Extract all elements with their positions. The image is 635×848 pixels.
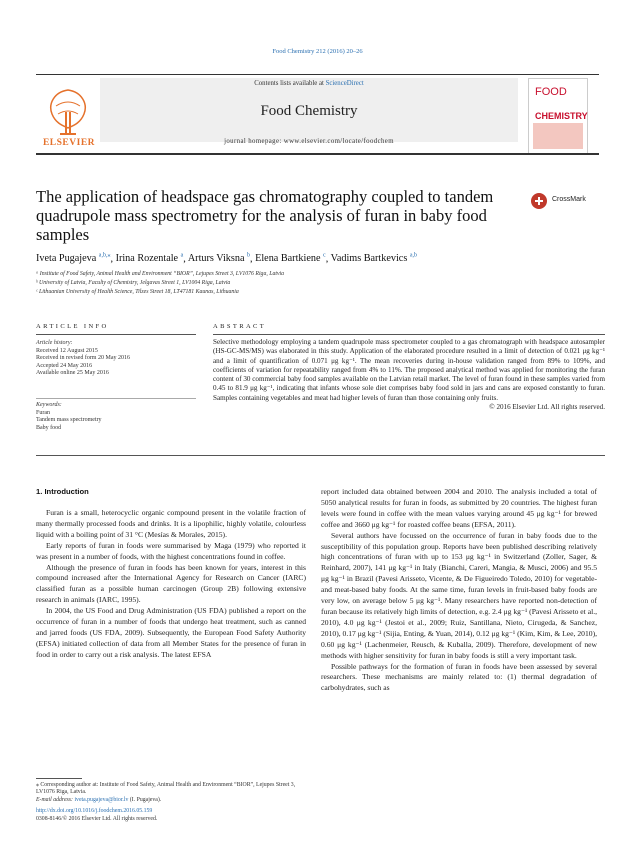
article-title: The application of headspace gas chromatography coupled to tandem quadrupole mass spectrometry for the analysis of furan in baby food samples (36, 187, 494, 244)
author-sup: c (323, 253, 326, 259)
author[interactable] (331, 253, 417, 264)
affiliation: ᵇ University of Latvia, Faculty of Chemistry, Jelgavas Street 1, LV1004 Riga, Latvia (36, 280, 231, 286)
doi-link[interactable]: http://dx.doi.org/10.1016/j.foodchem.2016.05.159 (36, 808, 153, 814)
keyword: Tandem mass spectrometry (36, 417, 102, 424)
article-history (36, 340, 196, 378)
issn-line: 0308-8146/© 2016 Elsevier Ltd. All rights reserved. (36, 815, 158, 822)
keywords (36, 402, 196, 432)
author-name: Iveta Pugajeva (36, 253, 97, 265)
contents-prefix: Contents lists available at (254, 80, 326, 87)
info-divider (36, 398, 196, 399)
body-paragraph: report included data obtained between 2004 and 2010. The analysis included a total of 5050 analytical results for furan in foods, as submitted by 20 countries. The highest furan levels were found in coffee with the mean values varying around 45 μg kg⁻¹ for brewed coffee and 3660 μg kg⁻¹ for roasted coffee beans (EFSA, 2011). (321, 487, 597, 529)
footnote-rule (36, 778, 82, 779)
keywords-label: Keywords: (36, 402, 62, 408)
journal-name: Food Chemistry (260, 103, 358, 119)
email-label: E-mail address: (36, 796, 75, 803)
body-left-column (36, 508, 306, 661)
journal-citation[interactable]: Food Chemistry 212 (2016) 20–26 (272, 48, 363, 55)
author[interactable] (36, 253, 110, 264)
author-list: Iveta Pugajeva $^{a,b,⁎}$, Irina Rozentale $^a$, Arturs Viksna $^b$, Elena Bartkiene $^c$, Vadims Bartkevics $^{a,b}$ (36, 253, 418, 265)
author-name: Arturs Viksna (187, 253, 245, 265)
author[interactable] (255, 253, 326, 264)
author-name: Irina Rozentale (115, 253, 179, 265)
history-item: Received in revised form 20 May 2016 (36, 355, 130, 362)
author[interactable] (116, 253, 184, 264)
history-label: Article history: (36, 340, 73, 346)
corresponding-author-note (36, 782, 306, 804)
cover-title-food: FOOD (535, 86, 567, 98)
publication-info (36, 808, 306, 823)
section-heading-introduction: 1. Introduction (36, 487, 89, 496)
body-paragraph: Although the presence of furan in foods has been known for years, interest in this compound increased after the International Agency for Research on Cancer (IARC) classified furan as a possible human carcinogen (Group 2B) following extensive research in animals (IARC, 1995). (36, 562, 306, 605)
journal-cover-thumbnail[interactable] (528, 78, 588, 154)
email-link[interactable]: iveta.pugajeva@bior.lv (74, 796, 129, 803)
abstract-text: Selective methodology employing a tandem quadrupole mass spectrometer coupled to a gas chromatograph with headspace autosampler (HS-GC-MS/MS) was elaborated in this study. Application of the elaborated procedure resulted in a limit of detection of 0.021 μg kg⁻¹ and a limit of quantification of 0.071 μg kg⁻¹. The mean recoveries during in-house validation ranged from 89% to 109%, and coefficients of variation for repeatability ranged from 4% to 11%. The proposed analytical method was applied for monitoring the furan content of 30 commercial baby food samples available on the Latvian retail market. The level of furan found in these samples varied from 0.45 to 81.9 μg kg⁻¹, indicating that infants whose sole diet comprises baby food sold in jars and cans are exposed constantly to furan. Samples containing vegetables and meat had higher levels of furan than those containing only fruits. (213, 338, 605, 402)
history-item: Received 12 August 2015 (36, 347, 98, 354)
author[interactable] (188, 253, 250, 264)
email-line (36, 797, 306, 804)
info-rule (36, 334, 196, 335)
history-item: Accepted 24 May 2016 (36, 362, 93, 369)
email-suffix: (I. Pugajeva). (128, 796, 162, 803)
author-name: Vadims Bartkevics (330, 253, 408, 265)
header-rule-bottom (36, 153, 599, 155)
history-item: Available online 25 May 2016 (36, 370, 109, 377)
body-paragraph: Several authors have focussed on the occurrence of furan in baby foods due to the susceptibility of this population group. Reports have been published describing relatively high concentrations of furan with up to 153 μg kg⁻¹ in Switzerland (Zoller, Sager, & Reinhard, 2007), 141 μg kg⁻¹ in Italy (Bianchi, Careri, Mangia, & Musci, 2006) and 95.5 μg kg⁻¹ in Brazil (Pavesi Arisseto, Vicente, & De Figueiredo Toledo, 2010) for vegetable- and meat-based baby foods. At the same time, furan levels in fruit-based baby foods are very low, on average below 5 μg kg⁻¹. Many researchers have reported non-detection of furan because its relatively high limits of detection, e.g. 2.4 μg kg⁻¹ (Pavesi Arisseto et al., 2010), 4.0 μg kg⁻¹ (Jestoi et al., 2009; Ruiz, Santillana, Nieto, Cirugeda, & Sanchez, 2010), 0.17 μg kg⁻¹ (Sijia, Enting, & Yuan, 2014), 0.12 μg kg⁻¹ (Kim, Kim, & Lee, 2010), 0.60 μg kg⁻¹ (Lachenmeier, Reusch, & Kuballa, 2009). Therefore, development of new methods with higher sensitivity for furan in baby foods is still a very important task. (321, 530, 597, 660)
body-paragraph: Early reports of furan in foods were summarised by Maga (1979) who reported it was present in a number of foods, with the highest concentrations found in coffee. (36, 540, 306, 561)
author-sup: b (247, 253, 251, 259)
keyword: Baby food (36, 424, 62, 431)
abstract-rule (213, 334, 605, 335)
body-paragraph: Possible pathways for the formation of furan in foods have been assessed by several researchers. These mechanisms are mainly related to: (1) thermal degradation of carbohydrates, such as (321, 661, 597, 693)
body-right-column (321, 487, 597, 694)
header-rule-top (36, 74, 599, 75)
author-sup: a (180, 253, 184, 259)
author-sup: a,b (409, 253, 418, 259)
abstract-bottom-rule (36, 455, 605, 456)
author-name: Elena Bartkiene (255, 253, 321, 265)
author-sup: a,b,⁎ (98, 253, 111, 259)
cover-title-chemistry: CHEMISTRY (535, 111, 588, 121)
body-paragraph: Furan is a small, heterocyclic organic compound present in the volatile fraction of many thermally processed foods and drinks. It is a lipophilic, highly volatile, colourless liquid with a boiling point of 31 °C (Mesías & Morales, 2015). (36, 508, 306, 539)
keyword: Furan (36, 409, 50, 416)
cover-art (533, 123, 583, 149)
crossmark-badge[interactable] (530, 192, 600, 212)
article-info-heading: ARTICLE INFO (36, 323, 109, 330)
abstract-body (213, 338, 605, 412)
elsevier-wordmark: ELSEVIER (42, 138, 96, 148)
abstract-copyright: © 2016 Elsevier Ltd. All rights reserved. (489, 403, 605, 412)
journal-homepage[interactable]: journal homepage: www.elsevier.com/locate/foodchem (224, 138, 394, 145)
affiliation: ᵃ Institute of Food Safety, Animal Health and Environment “BIOR”, Lejupes Street 3, LV1076 Riga, Latvia (36, 271, 285, 277)
sciencedirect-link[interactable]: ScienceDirect (325, 80, 364, 87)
crossmark-icon (530, 192, 548, 210)
crossmark-label: CrossMark (552, 196, 586, 203)
abstract-heading: ABSTRACT (213, 323, 267, 330)
contents-line (100, 80, 518, 87)
body-paragraph: In 2004, the US Food and Drug Administration (US FDA) published a report on the occurrence of furan in a number of foods that undergo heat treatment, such as canned and jarred foods (US FDA, 2009). Subsequently, the European Food Safety Authority (EFSA) initiated collection of data from all Member States for the presence of furan in food in order to carry out a risk analysis. The latest EFSA (36, 606, 306, 659)
affiliation: ᶜ Lithuanian University of Health Science, Tilzes Street 18, LT47181 Kaunas, Lithuania (36, 289, 239, 295)
corresponding-text: ⁎ Corresponding author at: Institute of Food Safety, Animal Health and Environment “BIOR”, Lejupes Street 3, LV1076 Riga, Latvia. (36, 782, 296, 796)
